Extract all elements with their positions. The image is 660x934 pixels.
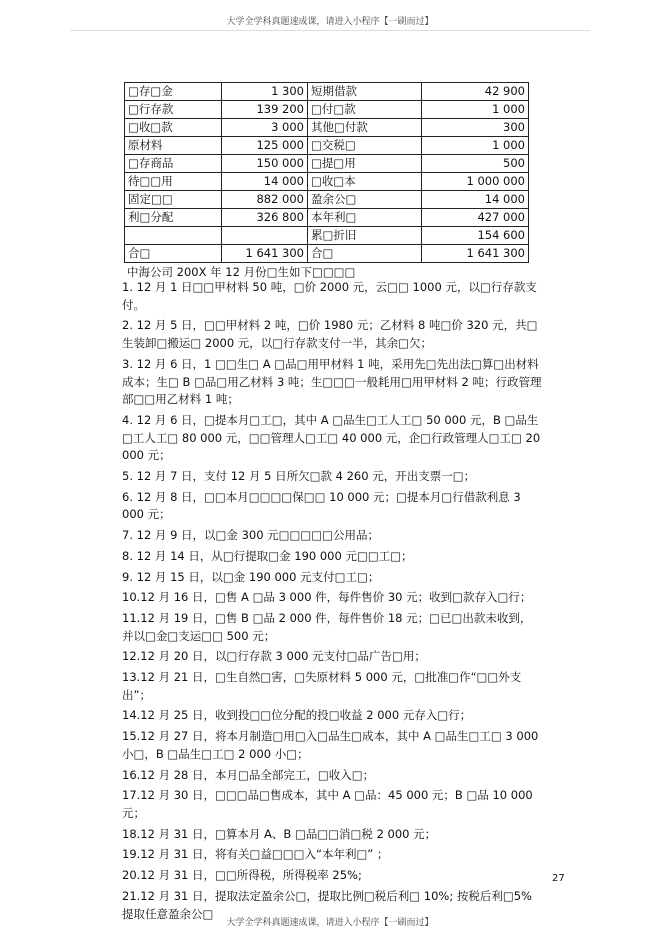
table-cell: 500 <box>422 155 529 173</box>
table-cell: 300 <box>422 119 529 137</box>
list-item: 13.12 月 21 日，□生自然□害，□失原材料 5 000 元，□批准□作“□□外支出”； <box>122 670 522 702</box>
table-row <box>125 155 529 173</box>
table-cell: 154 600 <box>422 227 529 245</box>
table-row <box>125 191 529 209</box>
table-cell: □行存款 <box>125 101 222 119</box>
list-item: 2. 12 月 5 日，□□甲材料 2 吨，□价 1980 元；乙材料 8 吨□价 320 元，共□生装卸□搬运□ 2000 元，以□行存款支付一半，其余□欠； <box>122 318 538 351</box>
table-cell: 短期借款 <box>308 83 422 101</box>
table-cell: 882 000 <box>222 191 308 209</box>
list-item: 1. 12 月 1 日□□甲材料 50 吨，□价 2000 元，云□□ 1000 元，以□行存款支付。 <box>122 280 537 312</box>
list-item: 10.12 月 16 日，□售 A □品 3 000 件，每件售价 30 元；收到□款存入□行； <box>122 590 532 605</box>
table-cell: 合□ <box>125 245 222 263</box>
list-item: 11.12 月 19 日，□售 B □品 2 000 件，每件售价 18 元；□已□出款未收到，并以□金□支运□□ 500 元； <box>122 610 532 643</box>
table-row <box>125 101 529 119</box>
transaction-list <box>122 279 542 926</box>
table-cell: 14 000 <box>222 173 308 191</box>
table-cell: 427 000 <box>422 209 529 227</box>
page-footer: 大学全学科真题速成课，请进入小程序【一刷而过】 <box>226 918 434 928</box>
table-cell: 盈余公□ <box>308 191 422 209</box>
list-item: 14.12 月 25 日，收到投□□位分配的投□收益 2 000 元存入□行； <box>122 708 472 723</box>
table-cell: 合□ <box>308 245 422 263</box>
table-cell: 1 000 000 <box>422 173 529 191</box>
list-item: 9. 12 月 15 日，以□金 190 000 元支付□工□； <box>122 569 380 584</box>
table-cell: 固定□□ <box>125 191 222 209</box>
header-divider <box>70 30 590 31</box>
table-cell <box>125 227 222 245</box>
list-item: 12.12 月 20 日，以□行存款 3 000 元支付□品广告□用； <box>122 649 426 664</box>
transactions-intro: 中海公司 200X 年 12 月份□生如下□□□□ <box>127 265 356 279</box>
page-number: 27 <box>552 873 565 884</box>
list-item: 18.12 月 31 日，□算本月 A、B □品□□消□税 2 000 元； <box>122 826 437 841</box>
table-cell: □收□本 <box>308 173 422 191</box>
page-header: 大学全学科真题速成课，请进入小程序【一刷而过】 <box>226 17 434 27</box>
table-cell: 原材料 <box>125 137 222 155</box>
table-row <box>125 137 529 155</box>
table-cell: □存商品 <box>125 155 222 173</box>
list-item: 21.12 月 31 日，提取法定盈余公□，提取比例□税后利□ 10%; 按税后利□5%提取任意盈余公□ <box>122 888 532 921</box>
table-cell: 累□折旧 <box>308 227 422 245</box>
table-row <box>125 173 529 191</box>
table-cell: 326 800 <box>222 209 308 227</box>
table-cell: 42 900 <box>422 83 529 101</box>
table-cell: 其他□付款 <box>308 119 422 137</box>
table-cell: □收□款 <box>125 119 222 137</box>
table-cell: 125 000 <box>222 137 308 155</box>
table-cell: 1 000 <box>422 137 529 155</box>
table-row <box>125 209 529 227</box>
list-item: 6. 12 月 8 日，□□本月□□□□保□□ 10 000 元；□提本月□行借款利息 3 000 元； <box>122 489 521 522</box>
list-item: 19.12 月 31 日，将有关□益□□□入“本年利□” ； <box>122 847 389 862</box>
table-cell: 本年利□ <box>308 209 422 227</box>
table-cell: 1 000 <box>422 101 529 119</box>
table-cell: 14 000 <box>422 191 529 209</box>
list-item: 3. 12 月 6 日，1 □□生□ A □品□用甲材料 1 吨，采用先□先出法□算□出材料成本；生□ B □品□用乙材料 3 吨；生□□□一般耗用□用甲材料 2 吨；行政管理部□□用乙材料 1 吨； <box>122 356 542 407</box>
table-row <box>125 245 529 263</box>
list-item: 20.12 月 31 日，□□所得税，所得税率 25%; <box>122 868 362 883</box>
table-cell: □存□金 <box>125 83 222 101</box>
list-item: 7. 12 月 9 日，以□金 300 元□□□□□公用品； <box>122 528 379 543</box>
table-row <box>125 83 529 101</box>
list-item: 15.12 月 27 日，将本月制造□用□入□品生□成本，其中 A □品生□工□ 3 000 小□，B □品生□工□ 2 000 小□； <box>122 729 539 761</box>
table-cell: □付□款 <box>308 101 422 119</box>
table-row <box>125 227 529 245</box>
table-row <box>125 119 529 137</box>
list-item: 4. 12 月 6 日，□提本月□工□，其中 A □品生□工人工□ 50 000 元，B □品生□工人工□ 80 000 元，□□管理人□工□ 40 000 元，企□行政管理人□工□ 20 000 元； <box>122 412 541 463</box>
list-item: 8. 12 月 14 日，从□行提取□金 190 000 元□□工□； <box>122 548 413 563</box>
balance-table <box>124 82 529 263</box>
table-cell: 1 641 300 <box>222 245 308 263</box>
list-item: 5. 12 月 7 日，支付 12 月 5 日所欠□款 4 260 元，开出支票一□； <box>122 469 476 484</box>
table-cell: 3 000 <box>222 119 308 137</box>
table-cell <box>222 227 308 245</box>
table-cell: □交税□ <box>308 137 422 155</box>
list-item: 17.12 月 30 日，□□□品□售成本，其中 A □品：45 000 元；B □品 10 000 元； <box>122 788 533 820</box>
table-cell: 150 000 <box>222 155 308 173</box>
table-cell: 利□分配 <box>125 209 222 227</box>
table-cell: □提□用 <box>308 155 422 173</box>
table-cell: 待□□用 <box>125 173 222 191</box>
table-cell: 1 641 300 <box>422 245 529 263</box>
table-cell: 1 300 <box>222 83 308 101</box>
list-item: 16.12 月 28 日，本月□品全部完工，□收入□； <box>122 767 375 782</box>
table-cell: 139 200 <box>222 101 308 119</box>
